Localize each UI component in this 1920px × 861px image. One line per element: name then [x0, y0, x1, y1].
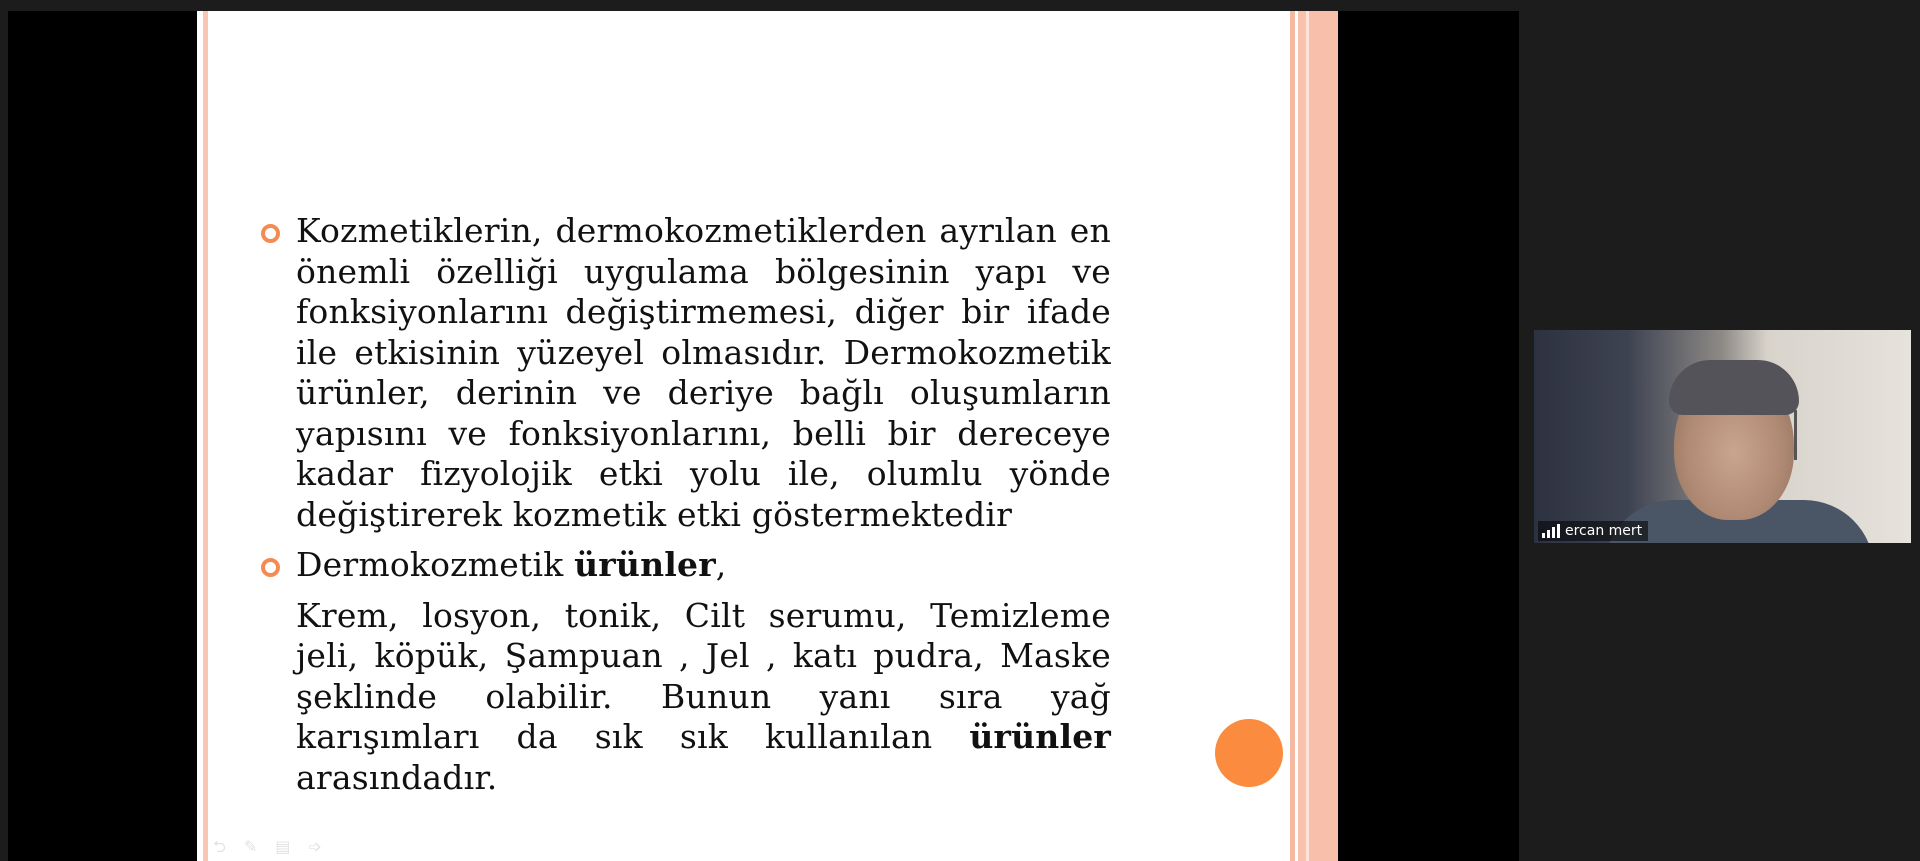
- slide-right-border: [1286, 11, 1338, 861]
- slide-left-stripe: [203, 11, 208, 861]
- signal-bars-icon: [1542, 524, 1560, 538]
- arrow-right-icon[interactable]: ➩: [308, 837, 322, 856]
- pen-icon[interactable]: ✎: [243, 837, 258, 856]
- shared-screen: [8, 11, 1519, 861]
- text-segment: Kozmetiklerin, dermokozmetiklerden ayrılan en önemli özelliği uygulama bölgesinin yapı ve fonksiyonlarını değiştirmemesi, diğer bir ifade ile etkisinin yüzeyel olmasıdır. Dermokozmetik ürünler, derinin ve deriye bağlı oluşumların yapısını ve fonksiyonlarını, belli bir dereceye kadar fizyolojik etki yolu ile, olumlu yönde değiştirerek kozmetik etki göstermektedir: [296, 211, 1111, 534]
- slideshow-toolbar: [213, 838, 322, 856]
- participant-name-tag: [1538, 521, 1648, 541]
- bullet-1-text: [296, 211, 1111, 535]
- menu-icon[interactable]: ▤: [275, 837, 291, 856]
- sub-paragraph: [261, 596, 1111, 799]
- text-segment: Dermokozmetik: [296, 545, 575, 584]
- decorative-orange-dot: [1215, 719, 1283, 787]
- video-background-detail: [1794, 410, 1797, 460]
- arrow-left-icon[interactable]: ⮌: [213, 837, 226, 856]
- participant-video[interactable]: [1534, 330, 1911, 543]
- bullet-circle-icon: [261, 224, 280, 243]
- sub-paragraph-text: [296, 596, 1111, 799]
- bold-text-segment: ürünler: [969, 717, 1111, 756]
- participant-name: ercan mert: [1565, 523, 1643, 539]
- participant-hair: [1669, 360, 1799, 415]
- text-segment: arasındadır.: [296, 757, 498, 797]
- bold-text-segment: ürünler: [574, 545, 716, 584]
- text-segment: Krem, losyon, tonik, Cilt serumu, Temizleme jeli, köpük, Şampuan , Jel , katı pudra, Maske şeklinde olabilir. Bunun yanı sıra yağ karışımları da sık sık kullanılan: [296, 595, 1111, 756]
- text-segment: ,: [715, 545, 727, 584]
- bullet-2: [261, 545, 1111, 586]
- bullet-1: [261, 211, 1111, 535]
- presentation-slide: [197, 11, 1338, 861]
- bullet-2-text: [296, 545, 1111, 586]
- bullet-circle-icon: [261, 558, 280, 577]
- slide-body: [261, 211, 1111, 798]
